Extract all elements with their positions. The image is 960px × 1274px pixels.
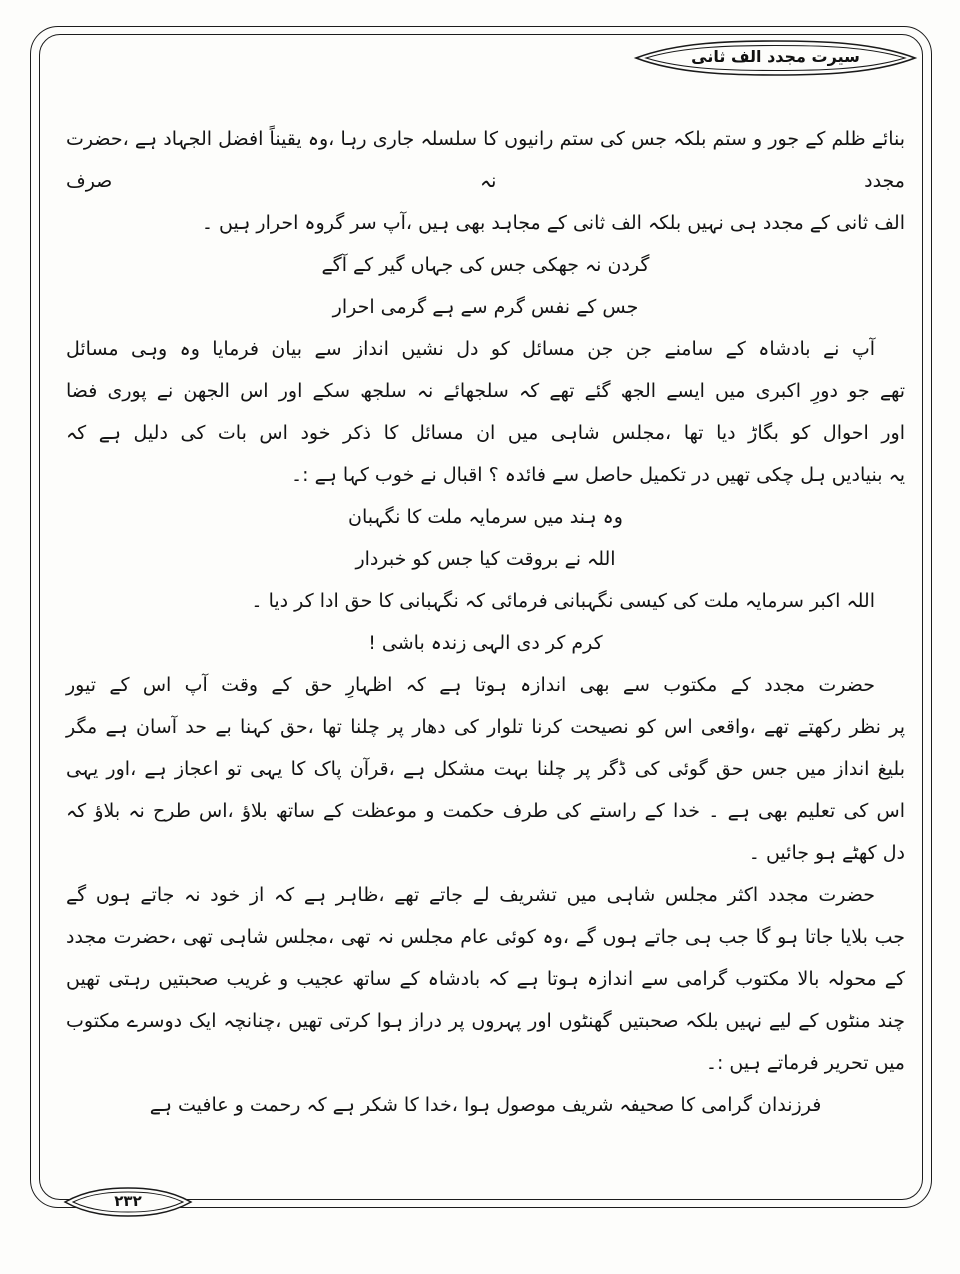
text-line: حضرت مجدد اکثر مجلس شاہی میں تشریف لے جاتے تھے ،ظاہر ہے کہ از خود نہ جاتے ہوں گے xyxy=(66,884,875,906)
text-line: وہ ہند میں سرمایہ ملت کا نگہبان xyxy=(348,506,623,528)
text-line: اللہ نے بروقت کیا جس کو خبردار xyxy=(355,548,616,570)
verse-block xyxy=(66,244,905,328)
text-line: جب بلایا جاتا ہو گا جب ہی جاتے ہوں گے ،وہ کوئی عام مجلس نہ تھی ،مجلس شاہی تھی ،حضرت مجدد xyxy=(66,926,905,948)
text-line: حضرت مجدد کے مکتوب سے بھی اندازہ ہوتا ہے کہ اظہارِ حق کے وقت آپ اس کے تیور xyxy=(66,674,875,696)
para-block xyxy=(66,328,905,496)
text-line: آپ نے بادشاہ کے سامنے جن جن مسائل کو دل نشیں انداز سے بیان فرمایا وہ وہی مسائل xyxy=(66,338,875,360)
text-line: اس کی تعلیم بھی ہے ۔ خدا کے راستے کی طرف حکمت و موعظت کے ساتھ بلاؤ ،اس طرح نہ بلاؤ کہ xyxy=(66,800,905,822)
book-title: سیرت مجدد الف ثانی xyxy=(691,47,860,66)
verse-block xyxy=(66,622,905,664)
text-line: میں تحریر فرماتے ہیں :۔ xyxy=(705,1052,905,1074)
text-line: بنائے ظلم کے جور و ستم بلکہ جس کی ستم رانیوں کا سلسلہ جاری رہا ،وہ یقیناً افضل الجہاد ہے ،حضرت مجدد نہ صرف xyxy=(66,128,905,192)
text-line: کرم کر دی الہی زندہ باشی ! xyxy=(368,632,603,654)
text-line: اللہ اکبر سرمایہ ملت کی کیسی نگہبانی فرمائی کہ نگہبانی کا حق ادا کر دیا ۔ xyxy=(251,590,875,612)
para-block xyxy=(66,874,905,1084)
para-block xyxy=(66,118,905,244)
text-line: چند منٹوں کے لیے نہیں بلکہ صحبتیں گھنٹوں اور پہروں پر دراز ہوا کرتی تھیں ،چنانچہ ایک دوسرے مکتوب xyxy=(66,1010,905,1032)
page-number: ۲۳۲ xyxy=(114,1191,142,1210)
text-line: فرزندان گرامی کا صحیفہ شریف موصول ہوا ،خدا کا شکر ہے کہ رحمت و عافیت ہے xyxy=(149,1094,822,1116)
text-line: کے محولہ بالا مکتوب گرامی سے اندازہ ہوتا ہے کہ بادشاہ کے ساتھ عجیب و غریب صحبتیں رہتی تھیں xyxy=(66,968,905,990)
text-line: پر نظر رکھتے تھے ،واقعی اس کو نصیحت کرنا تلوار کی دھار پر چلنا تھا ،حق کہنا بے حد آسان ہے مگر xyxy=(66,716,905,738)
text-line: جس کے نفس گرم سے ہے گرمی احرار xyxy=(332,296,639,318)
text-line: بلیغ انداز میں جس حق گوئی کی ڈگر پر چلنا بہت مشکل ہے ،قرآن پاک کا یہی تو اعجاز ہے ،اور یہی xyxy=(66,758,905,780)
quote-block xyxy=(66,1084,905,1126)
verse-block xyxy=(66,496,905,580)
text-line: دل کھٹے ہو جائیں ۔ xyxy=(748,842,905,864)
text-line: تھے جو دورِ اکبری میں ایسے الجھ گئے تھے کہ سلجھائے نہ سلجھ سکے اور اس الجھن نے پوری فضا xyxy=(66,380,905,402)
header-cartouche xyxy=(633,38,918,78)
text-line: یہ بنیادیں ہل چکی تھیں در تکمیل حاصل سے فائدہ ؟ اقبال نے خوب کہا ہے :۔ xyxy=(291,464,905,486)
text-line: گردن نہ جھکی جس کی جہاں گیر کے آگے xyxy=(321,254,650,276)
page-body-text xyxy=(66,118,905,1126)
text-line: اور احوال کو بگاڑ دیا تھا ،مجلس شاہی میں ان مسائل کا ذکر خود اس بات کی دلیل ہے کہ xyxy=(66,422,905,444)
page-number-cartouche xyxy=(62,1185,194,1219)
para-block xyxy=(66,664,905,874)
para-block xyxy=(66,580,905,622)
text-line: الف ثانی کے مجدد ہی نہیں بلکہ الف ثانی کے مجاہد بھی ہیں ،آپ سر گروہ احرار ہیں ۔ xyxy=(201,212,905,234)
